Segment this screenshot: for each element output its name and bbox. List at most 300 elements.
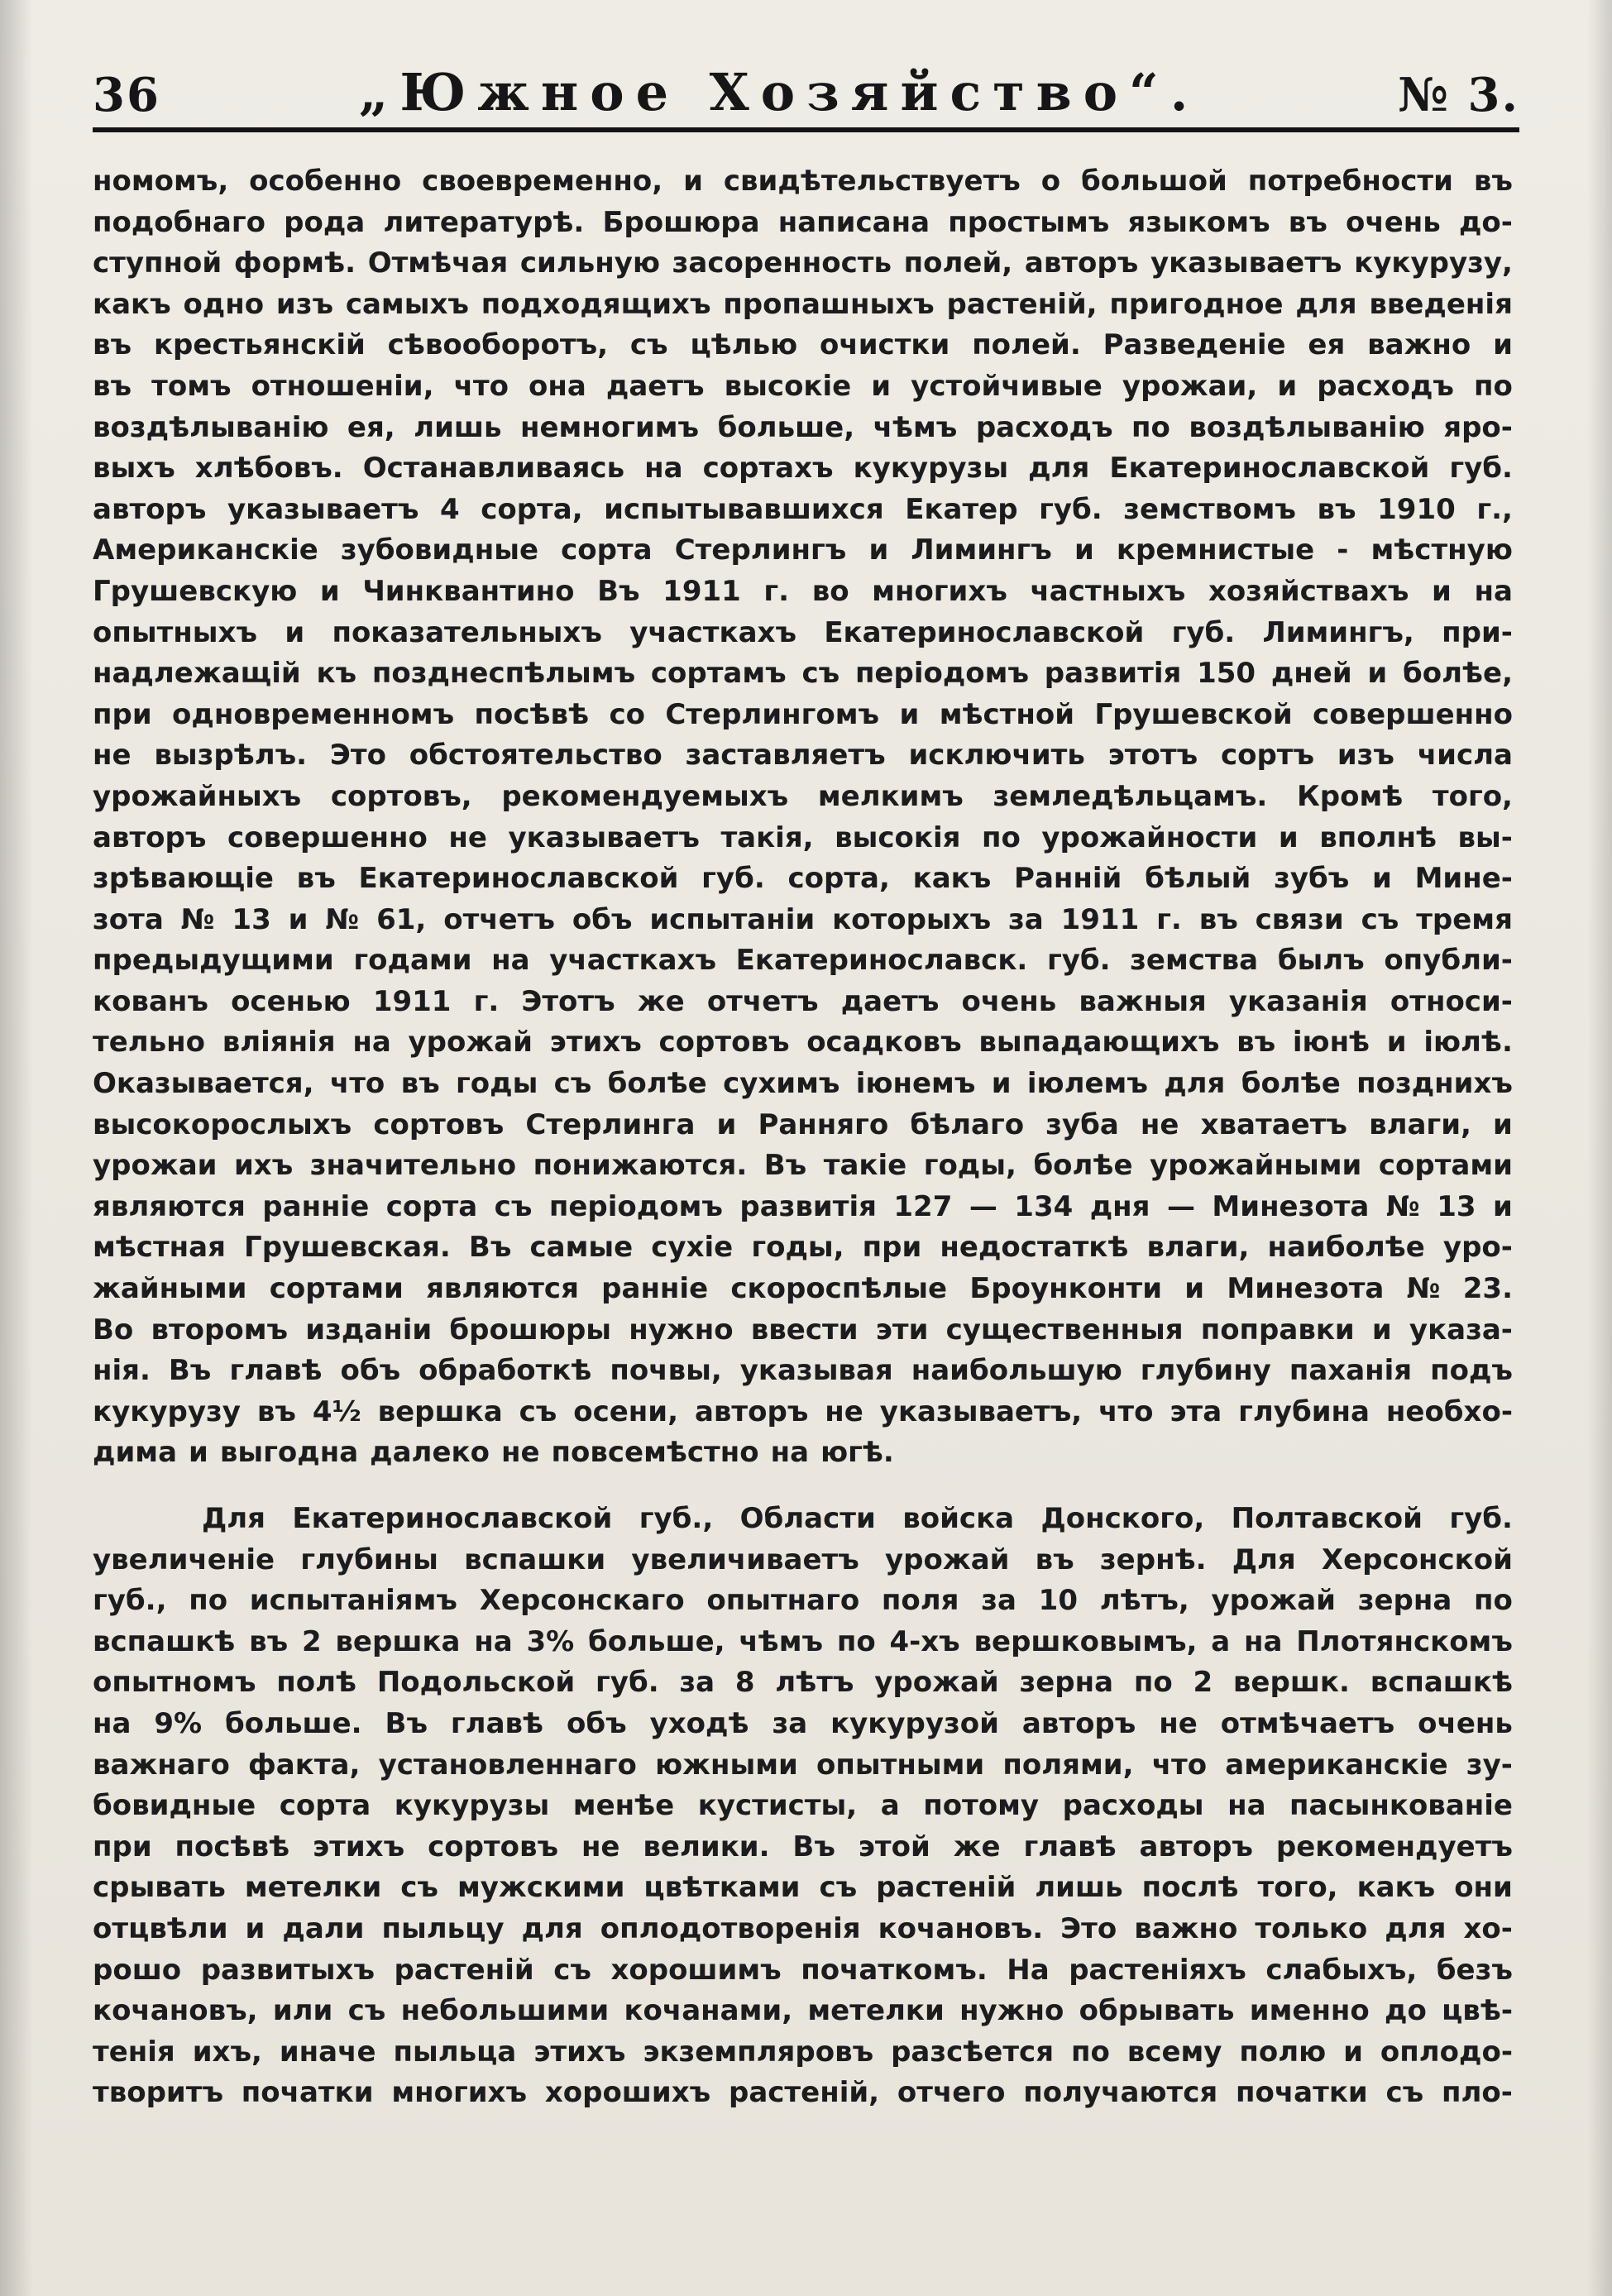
word: 4½ — [312, 1394, 361, 1428]
word: для — [1164, 1067, 1226, 1101]
word: Брошюра — [602, 205, 760, 239]
text-line — [93, 1950, 1513, 1992]
word: Области — [739, 1502, 876, 1535]
word: расходъ — [975, 410, 1113, 444]
word: сортами — [1378, 1149, 1513, 1183]
word: Чинквантино — [362, 574, 575, 608]
word: Разведеніе — [1103, 328, 1286, 362]
word: ея, — [347, 410, 395, 444]
word: указываетъ — [1150, 246, 1342, 280]
word: зрѣвающіе — [93, 862, 274, 896]
word: початки — [241, 2076, 374, 2110]
word: для — [1385, 1911, 1447, 1945]
word: установленнаго — [378, 1748, 637, 1782]
word: болѣе — [1033, 1149, 1133, 1183]
word: На — [1007, 1953, 1050, 1987]
word: въ — [1288, 205, 1327, 239]
word: войска — [902, 1502, 1015, 1535]
word: относи- — [1390, 984, 1513, 1018]
word: наиболѣе — [1267, 1231, 1425, 1265]
word: главѣ — [229, 1354, 323, 1388]
word: ступной — [93, 246, 222, 280]
word: Полтавской — [1231, 1502, 1423, 1535]
word: при — [93, 1830, 152, 1863]
word: потребности — [1247, 165, 1453, 198]
word: съ — [519, 1394, 557, 1428]
word: зуба — [1045, 1107, 1119, 1141]
word: 23. — [1462, 1272, 1513, 1306]
word: или — [272, 1994, 333, 2028]
text-line — [93, 325, 1513, 366]
word: растеній, — [729, 2076, 880, 2110]
word: обработкѣ — [419, 1354, 592, 1388]
word: указывая — [739, 1354, 893, 1388]
text-line — [93, 203, 1513, 244]
text-line — [93, 613, 1513, 654]
word: какъ — [93, 287, 171, 321]
word: для — [1028, 452, 1090, 486]
word: въ — [249, 1624, 289, 1658]
word: и — [868, 533, 889, 567]
word: полей, — [903, 246, 1013, 280]
word: сухіе — [651, 1231, 734, 1265]
text-line — [93, 1540, 1513, 1581]
word: которыхъ — [832, 902, 992, 936]
word: необхо- — [1385, 1394, 1513, 1428]
word: Въ — [792, 1830, 835, 1863]
word: слабыхъ, — [1265, 1953, 1418, 1987]
word: очистки — [820, 328, 950, 362]
text-line — [93, 161, 1513, 203]
word: и — [1367, 657, 1388, 691]
word: 3% — [526, 1624, 575, 1658]
text-line — [93, 940, 1513, 982]
word: совершенно — [227, 820, 428, 854]
word: Мине- — [1414, 862, 1513, 896]
word: - — [1337, 533, 1349, 567]
word: ранніе — [262, 1189, 370, 1223]
word: указанія — [1228, 984, 1368, 1018]
word: воздѣлыванію — [93, 410, 329, 444]
word: не — [581, 1830, 620, 1863]
text-line — [93, 1786, 1513, 1827]
word: мужскими — [457, 1871, 625, 1905]
word: кукурузу — [93, 1394, 241, 1428]
word: небольшими — [400, 1994, 610, 2028]
text-line — [93, 1146, 1513, 1187]
word: 127 — [893, 1189, 953, 1223]
text-line — [93, 653, 1513, 695]
word: 8 — [734, 1666, 755, 1700]
word: на — [352, 1026, 391, 1060]
word: ихъ, — [192, 2035, 262, 2069]
word: по — [1070, 2035, 1110, 2069]
word: поправки — [1200, 1313, 1355, 1347]
word: Оказывается, — [93, 1067, 314, 1101]
word: цвѣ- — [1442, 1994, 1513, 2028]
word: иначе — [279, 2035, 376, 2069]
word: на — [644, 452, 683, 486]
word: исключить — [908, 739, 1085, 773]
word: вершковымъ, — [973, 1624, 1198, 1658]
word: во — [811, 574, 849, 608]
word: больше. — [225, 1706, 362, 1740]
word: осадковъ — [806, 1026, 962, 1060]
word: выгодна — [219, 1436, 359, 1470]
word: важныя — [1079, 984, 1207, 1018]
word: творитъ — [93, 2076, 223, 2110]
word: позднеспѣлымъ — [371, 657, 636, 691]
word: устойчивые — [911, 369, 1103, 403]
word: опытными — [816, 1748, 985, 1782]
word: глубину — [1140, 1354, 1271, 1388]
word: выпадающихъ — [978, 1026, 1220, 1060]
word: главѣ — [450, 1706, 544, 1740]
word: урожай — [874, 1666, 999, 1700]
text-line — [93, 1622, 1513, 1663]
word: что — [1098, 1394, 1154, 1428]
word: дня — [1089, 1189, 1150, 1223]
word: тенія — [93, 2035, 175, 2069]
word: ея — [1308, 328, 1346, 362]
word: паханія — [1289, 1354, 1413, 1388]
word: Стерлингъ — [674, 533, 847, 567]
text-line — [93, 2032, 1513, 2074]
word: Это — [329, 739, 386, 773]
word: глубина — [1238, 1394, 1370, 1428]
text-line — [93, 1745, 1513, 1787]
word: жайными — [93, 1272, 247, 1306]
word: Екатер — [905, 492, 1018, 526]
word: № — [1385, 1189, 1420, 1223]
word: засоренность — [672, 246, 892, 280]
word: и — [1492, 1189, 1513, 1223]
word: языкомъ — [1127, 205, 1270, 239]
word: губ. — [596, 1666, 659, 1700]
word: разсѣется — [891, 2035, 1055, 2069]
text-line — [93, 859, 1513, 900]
word: хорошимъ — [610, 1953, 782, 1987]
word: отношеніи, — [251, 369, 434, 403]
word: зерна — [1019, 1666, 1114, 1700]
word: Грушевская. — [244, 1231, 451, 1265]
word: ввести — [750, 1313, 859, 1347]
word: всему — [1126, 2035, 1222, 2069]
word: вспашкѣ — [93, 1624, 236, 1658]
word: 134 — [1014, 1189, 1074, 1223]
word: сѣвооборотъ, — [387, 328, 609, 362]
word: многихъ — [872, 574, 1007, 608]
word: Во — [93, 1313, 134, 1347]
word: губ. — [1039, 492, 1103, 526]
word: 1911 — [1060, 902, 1140, 936]
word: самые — [529, 1231, 634, 1265]
word: авторъ — [93, 820, 207, 854]
word: сортовъ, — [330, 779, 472, 813]
word: 13 — [232, 902, 271, 936]
word: вершка — [335, 1624, 461, 1658]
word: лишь — [1035, 1871, 1123, 1905]
word: съ — [629, 328, 668, 362]
word: бѣлаго — [910, 1107, 1025, 1141]
word: и — [871, 369, 892, 403]
word: пригодное — [1109, 287, 1284, 321]
word: со — [609, 697, 645, 731]
text-line — [93, 1064, 1513, 1105]
word: высокіе — [724, 369, 852, 403]
word: того, — [1432, 779, 1513, 813]
word: больше, — [587, 1624, 725, 1658]
word: наибольшую — [911, 1354, 1122, 1388]
word: зота — [93, 902, 164, 936]
word: Въ — [168, 1354, 212, 1388]
word: что — [1151, 1748, 1208, 1782]
word: мѣстную — [1370, 533, 1513, 567]
word: являются — [93, 1189, 246, 1223]
word: въ — [1473, 165, 1513, 198]
word: отчетъ — [706, 984, 819, 1018]
word: же — [953, 1830, 1001, 1863]
word: подъ — [1430, 1354, 1513, 1388]
word: опытномъ — [93, 1666, 256, 1700]
word: годы — [455, 1067, 538, 1101]
word: 13 — [1437, 1189, 1476, 1223]
text-line — [93, 1227, 1513, 1269]
word: американскіе — [1225, 1748, 1448, 1782]
word: а — [880, 1789, 900, 1823]
text-line — [93, 285, 1513, 326]
text-line — [93, 695, 1513, 736]
word: авторъ — [1139, 1830, 1253, 1863]
text-line — [93, 1310, 1513, 1351]
word: кустисты, — [697, 1789, 858, 1823]
word: вліянія — [222, 1026, 336, 1060]
text-line — [93, 2073, 1513, 2114]
text-line — [93, 1662, 1513, 1704]
word: хо- — [1463, 1911, 1513, 1945]
word: губ. — [1449, 1502, 1513, 1535]
word: и — [1493, 1107, 1513, 1141]
word: лишь — [414, 410, 502, 444]
word: и — [1184, 1272, 1205, 1306]
word: вызрѣлъ. — [154, 739, 308, 773]
text-line — [93, 1827, 1513, 1868]
word: кукурузу, — [1354, 246, 1513, 280]
word: болѣе — [607, 1067, 707, 1101]
journal-title: „Южное Хозяйство“. — [358, 62, 1200, 122]
word: отцвѣли — [93, 1911, 228, 1945]
word: годы, — [751, 1231, 844, 1265]
word: вершк. — [1232, 1666, 1350, 1700]
word: полями, — [1002, 1748, 1134, 1782]
word: полю — [1239, 2035, 1327, 2069]
word: участкахъ — [629, 615, 797, 649]
word: этихъ — [533, 2035, 626, 2069]
word: іюнемъ — [855, 1067, 976, 1101]
word: осени, — [573, 1394, 679, 1428]
word: указываетъ — [508, 820, 700, 854]
paragraph-2 — [93, 1499, 1513, 2114]
word: за — [1008, 902, 1044, 936]
word: пыльца — [393, 2035, 517, 2069]
word: получаются — [1023, 2076, 1218, 2110]
word: какъ — [912, 862, 992, 896]
word: за — [679, 1666, 715, 1700]
word: зернѣ. — [1099, 1543, 1207, 1576]
text-line — [93, 1704, 1513, 1745]
word: этихъ — [313, 1830, 405, 1863]
word: и — [1343, 2035, 1363, 2069]
word: Екатеринославской — [824, 615, 1145, 649]
text-line — [93, 1105, 1513, 1146]
word: 4-хъ — [889, 1624, 960, 1658]
word: съ — [553, 1067, 592, 1101]
word: періодомъ — [548, 1189, 723, 1223]
word: такіе — [823, 1149, 907, 1183]
word: совершенно — [1313, 697, 1513, 731]
word: этотъ — [1107, 739, 1198, 773]
word: 2 — [301, 1624, 322, 1658]
word: къ — [316, 657, 357, 691]
word: и — [683, 165, 703, 198]
word: нужно — [629, 1313, 734, 1347]
word: и — [1074, 533, 1094, 567]
word: пропашныхъ — [723, 287, 935, 321]
word: по — [189, 1584, 228, 1618]
word: Американскіе — [93, 533, 318, 567]
word: дали — [282, 1911, 365, 1945]
word: растеній — [394, 1953, 534, 1987]
word: воздѣлыванію — [1189, 410, 1425, 444]
word: и — [285, 615, 305, 649]
word: что — [329, 1067, 385, 1101]
word: скороспѣлые — [730, 1272, 948, 1306]
word: выхъ — [93, 452, 175, 486]
word: написана — [777, 205, 930, 239]
text-line — [93, 1187, 1513, 1228]
word: важнаго — [93, 1748, 230, 1782]
word: зу- — [1466, 1748, 1513, 1782]
word: и — [1386, 1026, 1407, 1060]
text-line — [93, 1269, 1513, 1310]
word: Екатеринославской — [358, 862, 679, 896]
word: урожаи — [93, 1149, 218, 1183]
word: оплодотворенія — [600, 1911, 861, 1945]
word: сильную — [519, 246, 660, 280]
word: осенью — [231, 984, 351, 1018]
word: важно — [1134, 1911, 1238, 1945]
word: Минезота — [1212, 1189, 1370, 1223]
word: Останавливаясь — [362, 452, 625, 486]
word: о — [1040, 165, 1061, 198]
word: факта, — [248, 1748, 361, 1782]
word: губ. — [701, 862, 765, 896]
word: подходящихъ — [481, 287, 711, 321]
word: бѣлый — [1145, 862, 1251, 896]
word: сортъ — [1220, 739, 1315, 773]
word: урожаи, — [1122, 369, 1258, 403]
word: цѣлью — [690, 328, 798, 362]
word: увеличеніе — [93, 1543, 275, 1576]
word: Стерлингомъ — [665, 697, 880, 731]
word: изъ — [1337, 739, 1394, 773]
word: съ — [819, 1871, 858, 1905]
word: Екатеринославской — [292, 1502, 613, 1535]
word: крестьянскій — [153, 328, 366, 362]
word: для — [521, 1911, 583, 1945]
word: послѣ — [1141, 1871, 1239, 1905]
word: земства — [1130, 944, 1259, 978]
word: губ. — [1449, 452, 1513, 486]
word: авторъ — [694, 1394, 809, 1428]
word: Это — [1060, 1911, 1117, 1945]
word: уро- — [1442, 1231, 1513, 1265]
word: участкахъ — [549, 944, 717, 978]
word: Херсонскаго — [479, 1584, 685, 1618]
word: простымъ — [948, 205, 1110, 239]
word: на — [474, 1624, 513, 1658]
word: до — [1385, 1994, 1427, 2028]
word: же — [637, 984, 685, 1018]
word: этихъ — [549, 1026, 642, 1060]
word: того, — [1257, 1871, 1338, 1905]
word: по — [836, 1624, 876, 1658]
word: вы- — [1457, 820, 1513, 854]
word: № — [325, 902, 360, 936]
word: кукурузой — [830, 1706, 999, 1740]
word: годы, — [923, 1149, 1016, 1183]
word: урожайности — [1041, 820, 1258, 854]
word: кочановъ, — [93, 1994, 258, 2028]
article-body — [93, 161, 1513, 2114]
word: зубовидные — [340, 533, 539, 567]
word: и — [319, 574, 340, 608]
word: обстоятельство — [409, 739, 662, 773]
text-line — [93, 490, 1513, 531]
word: предыдущими — [93, 944, 334, 978]
issue-number: № 3. — [1398, 68, 1519, 122]
word: 10 — [1038, 1584, 1078, 1618]
word: и — [1278, 820, 1299, 854]
word: Стерлинга — [525, 1107, 696, 1141]
word: сорта, — [481, 492, 583, 526]
word: даетъ — [840, 984, 940, 1018]
word: указа- — [1409, 1313, 1513, 1347]
word: такія, — [720, 820, 814, 854]
word: далеко — [370, 1436, 490, 1470]
word: сортовъ — [373, 1107, 505, 1141]
word: сорта, — [787, 862, 890, 896]
word: не — [825, 1394, 863, 1428]
word: что — [453, 369, 509, 403]
word: годами — [353, 944, 472, 978]
word: при- — [1442, 615, 1513, 649]
word: хозяйствахъ — [1208, 574, 1409, 608]
word: объ — [567, 1706, 627, 1740]
word: дней — [1270, 657, 1352, 691]
word: мѣстная — [93, 1231, 226, 1265]
word: съ — [347, 1994, 386, 2028]
word: уходѣ — [649, 1706, 749, 1740]
text-line — [93, 818, 1513, 859]
word: г., — [1476, 492, 1513, 526]
word: опытнаго — [706, 1584, 860, 1618]
text-line — [93, 1433, 1513, 1474]
word: болѣе, — [1402, 657, 1513, 691]
word: отмѣчаетъ — [1220, 1706, 1395, 1740]
word: сорта — [561, 533, 653, 567]
word: южными — [655, 1748, 798, 1782]
